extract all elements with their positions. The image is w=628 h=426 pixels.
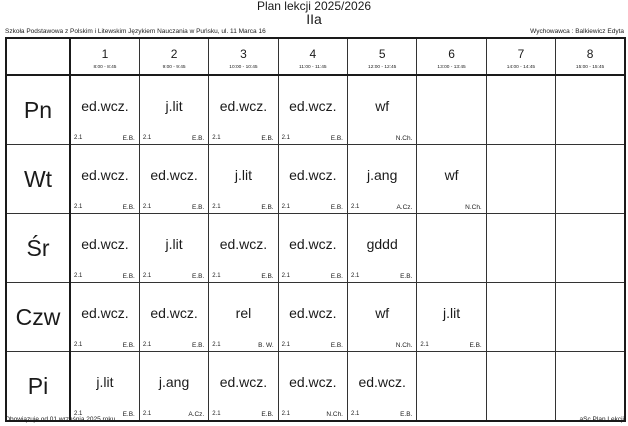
lesson-cell: [348, 283, 417, 352]
lesson-room: 2.1: [212, 411, 221, 417]
lesson-subject: ed.wcz.: [81, 98, 129, 114]
lesson-cell: [556, 352, 625, 422]
period-time: 14:00 - 14:45: [506, 65, 536, 70]
day-name: Czw: [6, 283, 70, 352]
lesson-room: 2.1: [212, 342, 221, 348]
lesson-subject: ed.wcz.: [81, 167, 129, 183]
lesson-subject: ed.wcz.: [289, 98, 337, 114]
lesson-subject: ed.wcz.: [81, 305, 129, 321]
lesson-subject: ed.wcz.: [150, 167, 198, 183]
class-tutor: Wychowawca : Balkiewicz Edyta: [530, 28, 624, 35]
lesson-cell: [348, 352, 417, 422]
lesson-cell: [139, 214, 208, 283]
lesson-room: 2.1: [142, 273, 152, 279]
lesson-room: 2.1: [281, 273, 290, 279]
lesson-teacher: E.B.: [191, 135, 205, 142]
lesson-teacher: E.B.: [122, 411, 135, 418]
day-name: Wt: [6, 145, 70, 214]
lesson-cell: [70, 283, 139, 352]
lesson-cell: [486, 283, 555, 352]
valid-from-note: Obowiązuje od 01 września 2025 roku: [5, 416, 116, 423]
lesson-subject: j.lit: [165, 236, 183, 252]
period-header: [70, 38, 139, 75]
lesson-cell: [209, 352, 278, 422]
class-name: IIa: [306, 11, 322, 27]
lesson-teacher: E.B.: [122, 135, 135, 142]
lesson-cell: [209, 145, 278, 214]
lesson-subject: wf: [375, 98, 390, 114]
period-time: 12:00 - 12:45: [368, 65, 397, 70]
lesson-cell: [70, 214, 139, 283]
period-header-row: [6, 38, 625, 75]
period-number: 3: [240, 47, 247, 61]
lesson-teacher: E.B.: [261, 273, 274, 280]
period-number: 2: [170, 47, 178, 61]
lesson-cell: [139, 75, 208, 145]
lesson-cell: [417, 283, 486, 352]
period-header: [209, 38, 278, 75]
lesson-teacher: N.Ch.: [395, 135, 413, 142]
period-number: 6: [448, 47, 455, 61]
period-time: 10:00 - 10:45: [229, 65, 258, 70]
lesson-subject: ed.wcz.: [289, 167, 337, 183]
lesson-subject: rel: [235, 305, 252, 321]
timetable-grid: [5, 37, 626, 422]
lesson-subject: j.ang: [158, 374, 190, 390]
lesson-subject: j.ang: [367, 167, 398, 183]
lesson-room: 2.1: [212, 273, 221, 279]
lesson-room: 2.1: [281, 135, 290, 141]
lesson-cell: [486, 145, 555, 214]
period-header: [417, 38, 486, 75]
lesson-room: 2.1: [142, 342, 152, 348]
lesson-teacher: E.B.: [191, 273, 205, 280]
lesson-subject: wf: [444, 167, 459, 183]
lesson-teacher: E.B.: [122, 342, 135, 349]
day-name: Pi: [6, 352, 70, 422]
lesson-teacher: E.B.: [261, 411, 274, 418]
lesson-teacher: E.B.: [330, 204, 343, 211]
lesson-teacher: N.Ch.: [395, 342, 413, 349]
lesson-room: 2.1: [281, 342, 290, 348]
lesson-cell: [139, 145, 208, 214]
lesson-teacher: E.B.: [469, 342, 482, 349]
period-header: [139, 38, 208, 75]
lesson-cell: [139, 283, 208, 352]
lesson-cell: [556, 283, 625, 352]
lesson-room: 2.1: [351, 204, 360, 210]
lesson-subject: ed.wcz.: [150, 305, 198, 321]
lesson-room: 2.1: [74, 342, 83, 348]
period-number: 8: [586, 47, 594, 61]
lesson-teacher: B. W.: [258, 342, 274, 349]
lesson-teacher: E.B.: [191, 342, 205, 349]
lesson-cell: [278, 352, 347, 422]
lesson-cell: [278, 214, 347, 283]
period-time: 8:00 - 8:45: [93, 65, 117, 70]
lesson-cell: [348, 214, 417, 283]
lesson-teacher: E.B.: [400, 411, 413, 418]
day-name: Pn: [6, 75, 70, 145]
lesson-teacher: E.B.: [330, 273, 343, 280]
lesson-cell: [417, 145, 486, 214]
lesson-room: 2.1: [142, 135, 152, 141]
period-header: [556, 38, 625, 75]
lesson-teacher: E.B.: [261, 135, 274, 142]
lesson-teacher: E.B.: [400, 273, 413, 280]
lesson-cell: [417, 214, 486, 283]
period-number: 7: [517, 47, 525, 61]
lesson-subject: ed.wcz.: [289, 305, 337, 321]
lesson-subject: ed.wcz.: [219, 374, 268, 390]
day-row: [6, 214, 625, 283]
period-number: 5: [378, 47, 386, 61]
lesson-room: 2.1: [351, 411, 360, 417]
period-time: 9:00 - 9:45: [162, 65, 186, 70]
lesson-cell: [486, 352, 555, 422]
lesson-room: 2.1: [74, 411, 83, 417]
lesson-cell: [417, 352, 486, 422]
lesson-subject: ed.wcz.: [289, 374, 337, 390]
period-time: 15:00 - 15:45: [575, 65, 605, 70]
page-title: Plan lekcji 2025/2026: [256, 0, 372, 13]
lesson-cell: [348, 75, 417, 145]
lesson-subject: ed.wcz.: [289, 236, 337, 252]
lesson-room: 2.1: [351, 273, 360, 279]
lesson-subject: j.lit: [234, 167, 252, 183]
lesson-room: 2.1: [281, 204, 290, 210]
day-row: [6, 75, 625, 145]
lesson-cell: [486, 75, 555, 145]
lesson-room: 2.1: [142, 411, 152, 417]
lesson-teacher: E.B.: [122, 273, 135, 280]
lesson-subject: ed.wcz.: [219, 98, 268, 114]
lesson-room: 2.1: [212, 135, 221, 141]
lesson-subject: ed.wcz.: [81, 236, 129, 252]
lesson-cell: [209, 75, 278, 145]
lesson-room: 2.1: [74, 135, 83, 141]
day-name: Śr: [6, 214, 70, 283]
period-header: [348, 38, 417, 75]
lesson-teacher: E.B.: [330, 342, 343, 349]
lesson-subject: gddd: [366, 236, 398, 252]
lesson-cell: [278, 283, 347, 352]
lesson-teacher: E.B.: [122, 204, 135, 211]
lesson-cell: [556, 75, 625, 145]
lesson-cell: [417, 75, 486, 145]
lesson-teacher: E.B.: [330, 135, 343, 142]
lesson-subject: ed.wcz.: [358, 374, 406, 390]
lesson-room: 2.1: [212, 204, 221, 210]
lesson-cell: [209, 214, 278, 283]
period-time: 13:00 - 13:45: [437, 65, 466, 70]
lesson-cell: [556, 214, 625, 283]
lesson-cell: [278, 145, 347, 214]
period-number: 1: [101, 47, 109, 61]
lesson-cell: [70, 352, 139, 422]
school-name: Szkoła Podstawowa z Polskim i Litewskim Językiem Nauczania w Puńsku, ul. 11 Marca 16: [5, 28, 266, 35]
lesson-teacher: N.Ch.: [326, 411, 343, 418]
lesson-room: 2.1: [74, 204, 83, 210]
lesson-cell: [278, 75, 347, 145]
lesson-subject: j.lit: [96, 374, 114, 390]
lesson-cell: [139, 352, 208, 422]
period-time: 11:00 - 11:45: [299, 65, 327, 70]
day-row: [6, 145, 625, 214]
period-header: [486, 38, 555, 75]
lesson-subject: j.lit: [443, 305, 461, 321]
corner-cell: [6, 38, 70, 75]
lesson-cell: [209, 283, 278, 352]
lesson-room: 2.1: [420, 342, 429, 348]
day-row: [6, 283, 625, 352]
lesson-cell: [70, 145, 139, 214]
lesson-room: 2.1: [74, 273, 83, 279]
lesson-teacher: N.Ch.: [465, 204, 482, 211]
lesson-subject: wf: [375, 305, 390, 321]
lesson-teacher: E.B.: [191, 204, 205, 211]
period-number: 4: [309, 47, 317, 61]
day-row: [6, 352, 625, 422]
lesson-cell: [556, 145, 625, 214]
lesson-teacher: A.Cz.: [188, 411, 205, 418]
period-header: [278, 38, 347, 75]
generator-label: aSc Plan Lekcji: [579, 416, 624, 423]
lesson-room: 2.1: [281, 411, 290, 417]
lesson-teacher: E.B.: [261, 204, 274, 211]
lesson-cell: [348, 145, 417, 214]
lesson-cell: [70, 75, 139, 145]
lesson-cell: [486, 214, 555, 283]
lesson-subject: j.lit: [165, 98, 183, 114]
lesson-subject: ed.wcz.: [219, 236, 268, 252]
lesson-room: 2.1: [142, 204, 152, 210]
lesson-teacher: A.Cz.: [396, 204, 413, 211]
